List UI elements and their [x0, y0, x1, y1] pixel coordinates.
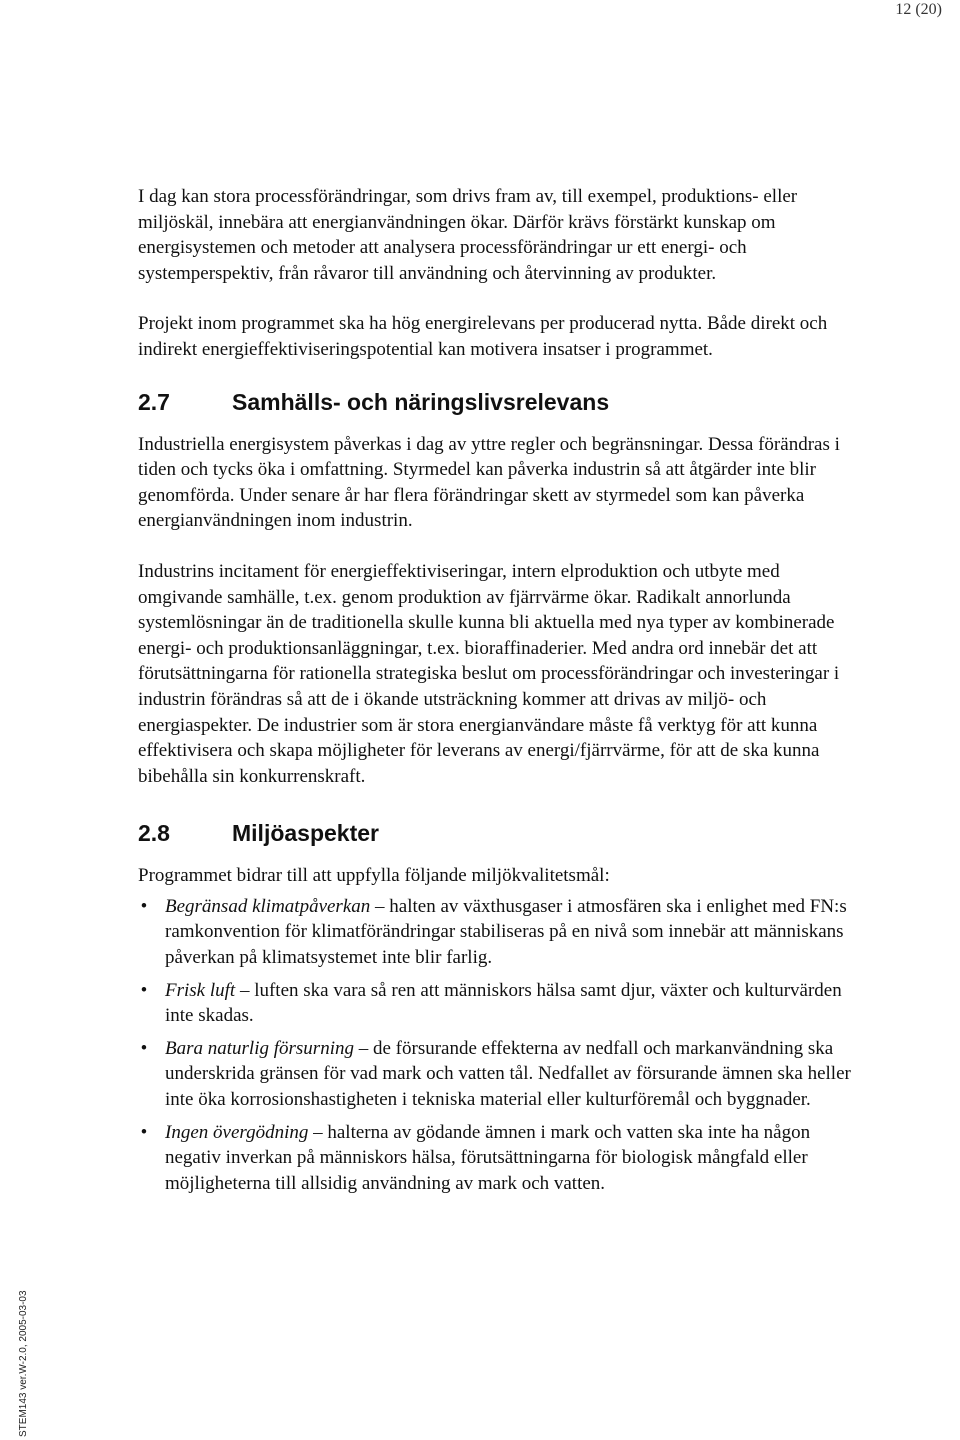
list-item	[138, 1036, 866, 1113]
page-number: 12 (20)	[895, 1, 942, 18]
goal-description: – luften ska vara så ren att människors hälsa samt djur, växter och kulturvärden inte skadas.	[165, 979, 842, 1027]
list-item	[138, 894, 866, 971]
goal-term: Ingen övergödning	[165, 1121, 309, 1143]
section-heading-2-7	[138, 388, 866, 416]
goal-description: – de försurande effekterna av nedfall och markanvändning ska underskrida gränsen för vad mark och vatten tål. Nedfallet av försurande ämnen ska heller inte öka korrosionshastigheten i tekniska material eller kulturföremål och byggnader.	[165, 1037, 851, 1111]
section-title: Samhälls- och näringslivsrelevans	[232, 388, 610, 415]
goal-description: – halterna av gödande ämnen i mark och vatten ska inte ha någon negativ inverkan på människors hälsa, förutsättningarna för biologisk mångfald eller möjligheterna till allsidig användning av mark och vatten.	[165, 1121, 811, 1194]
bullet-icon: •	[140, 979, 148, 1001]
body-paragraph: Projekt inom programmet ska ha hög energirelevans per producerad nytta. Både direkt och indirekt energieffektiviseringspotential kan motivera insatser i programmet.	[138, 313, 828, 360]
goal-term: Frisk luft	[165, 979, 236, 1001]
page-content	[138, 184, 866, 1203]
body-paragraph: Industrins incitament för energieffektiviseringar, intern elproduktion och utbyte med omgivande samhälle, t.ex. genom produktion av fjärrvärme ökar. Radikalt annorlunda systemlösningar än de traditionella skulle kunna bli aktuella med nya typer av kombinerade energi- och produktionsanläggningar, t.ex. bioraffinaderier. Med andra ord innebär det att förutsättningarna för rationella strategiska beslut om processförändringar och investeringar i industrin förändras så att de i ökande utsträckning kommer att drivas av miljö- och energiaspekter. De industrier som är stora energianvändare måste få verktyg för att kunna effektivisera och skapa möjligheter för leverans av energi/fjärrvärme, för att de ska kunna bibehålla sin konkurrenskraft.	[138, 560, 840, 787]
section-intro: Programmet bidrar till att uppfylla följande miljökvalitetsmål:	[138, 865, 610, 887]
environmental-goals-list	[138, 894, 866, 1197]
goal-description: – halten av växthusgaser i atmosfären ska i enlighet med FN:s ramkonvention för klimatförändringar stabiliseras på en nivå som innebär att människans påverkan på klimatsystemet inte blir farlig.	[165, 895, 847, 969]
section-title: Miljöaspekter	[232, 820, 379, 847]
body-paragraph: Industriella energisystem påverkas i dag av yttre regler och begränsningar. Dessa förändras i tiden och tycks öka i omfattning. Styrmedel kan påverka industrin så att åtgärder inte blir genomförda. Under senare år har flera förändringar skett av styrmedel som kan påverka energianvändningen inom industrin.	[138, 433, 840, 532]
section-number: 2.7	[138, 388, 170, 415]
section-number: 2.8	[138, 820, 170, 847]
goal-term: Bara naturlig försurning	[165, 1037, 354, 1059]
bullet-icon: •	[140, 895, 148, 917]
section-heading-2-8	[138, 819, 866, 847]
document-version-stamp: STEM143 ver.W-2.0, 2005-03-03	[18, 1290, 29, 1437]
bullet-icon: •	[140, 1037, 148, 1059]
list-item	[138, 978, 866, 1029]
bullet-icon: •	[140, 1121, 148, 1143]
goal-term: Begränsad klimatpåverkan	[165, 895, 371, 917]
list-item	[138, 1120, 866, 1197]
body-paragraph: I dag kan stora processförändringar, som drivs fram av, till exempel, produktions- eller miljöskäl, innebära att energianvändningen ökar. Därför krävs förstärkt kunskap om energisystemen och metoder att analysera processförändringar ur ett energi- och systemperspektiv, från råvaror till användning och återvinning av produkter.	[138, 186, 798, 284]
